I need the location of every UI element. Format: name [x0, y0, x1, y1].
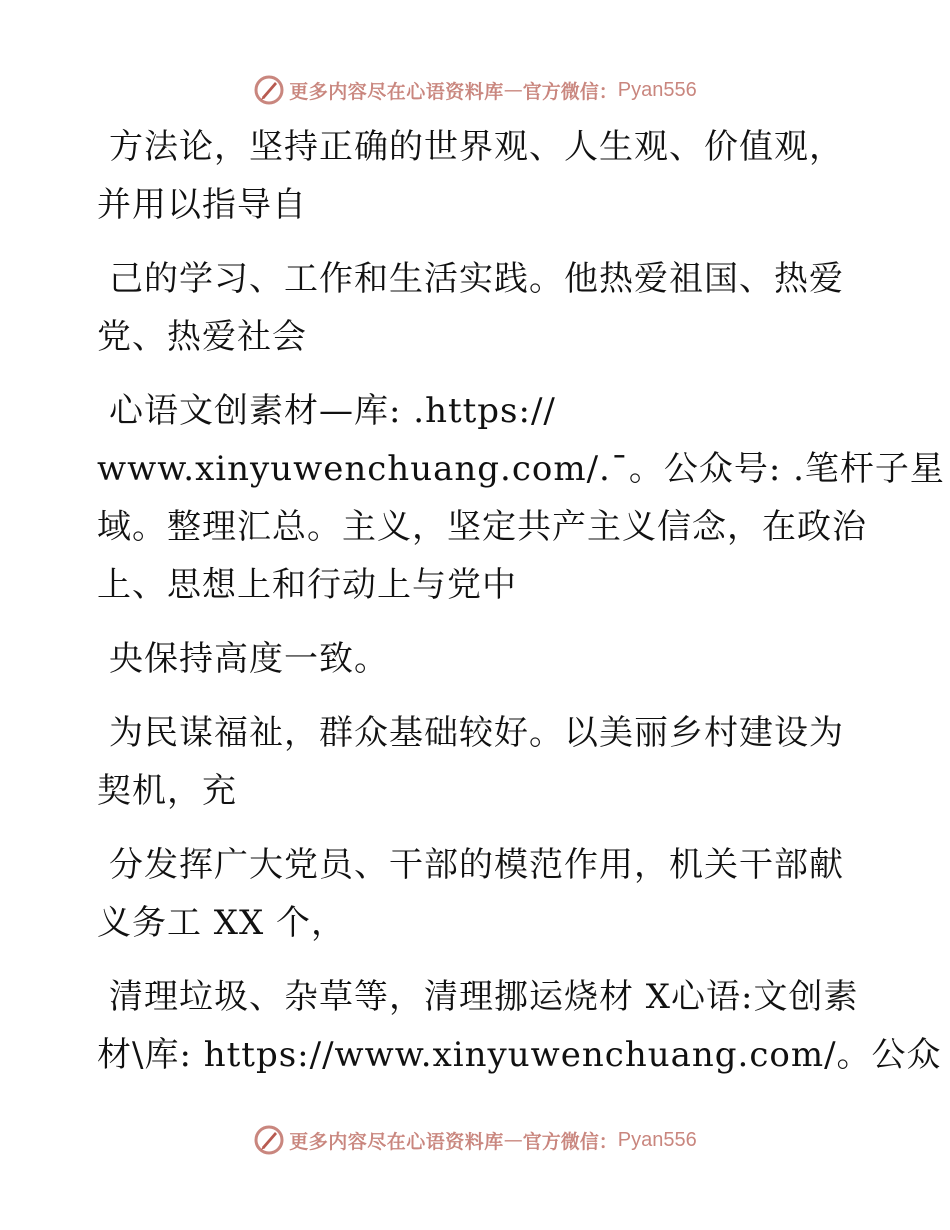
text-line: 央保持高度一致。 [109, 639, 389, 679]
text-line: 党、热爱社会 [97, 317, 307, 357]
text-line: 为民谋福祉，群众基础较好。以美丽乡村建设为 [109, 713, 844, 753]
text-line: 材\库: https://www.xinyuwenchuang.com/。公众 [97, 1035, 942, 1075]
text-line: 域。整理汇总。主义，坚定共产主义信念，在政治 [97, 507, 867, 547]
banner-wechat-label: 官方微信： [522, 1130, 618, 1153]
text-line: 分发挥广大党员、干部的模范作用，机关干部献 [109, 845, 844, 885]
text-line: 己的学习、工作和生活实践。他热爱祖国、热爱 [109, 259, 844, 299]
text-line: 契机，充 [97, 771, 237, 811]
banner-wechat-id: Pyan556 [617, 78, 697, 101]
header-watermark-banner [0, 70, 950, 110]
quill-logo-icon [253, 1124, 285, 1156]
text-line: 清理垃圾、杂草等，清理挪运烧材 X心语:文创素 [109, 977, 859, 1017]
text-line: 义务工 XX 个， [97, 903, 347, 943]
banner-wechat-label: 官方微信： [522, 80, 618, 103]
text-line: 心语文创素材—库: .https:// [109, 391, 556, 431]
quill-logo-icon [253, 74, 285, 106]
text-line: 上、思想上和行动上与党中 [97, 565, 517, 605]
text-line: www.xinyuwenchuang.com/.¯。公众号: .笔杆子星 [97, 449, 945, 489]
banner-separator: — [503, 79, 523, 101]
banner-text: 更多内容尽在心语资料库 [289, 80, 504, 103]
footer-watermark-banner [0, 1120, 950, 1160]
banner-text: 更多内容尽在心语资料库 [289, 1130, 504, 1153]
banner-wechat-id: Pyan556 [617, 1128, 697, 1151]
document-body [97, 118, 945, 1084]
banner-separator: — [503, 1129, 523, 1151]
text-line: 方法论，坚持正确的世界观、人生观、价值观， [109, 127, 844, 167]
text-line: 并用以指导自 [97, 185, 307, 225]
